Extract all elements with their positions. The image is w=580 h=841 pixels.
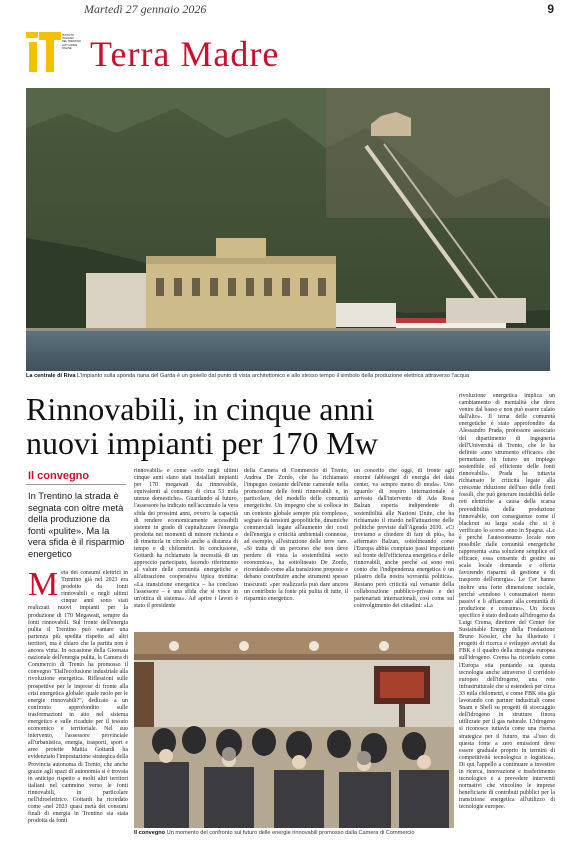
article-column-4: un concetto che oggi, di fronte agli enormi fabbisogni di energia dei data center, va sempre meno di moda». Uno sguardo di respiro internazionale è arrivato dall'intervento di Ada Rosa Balzan esperta indipendente di sostenibilità alle Nazioni Unite, che ha richiamato il ritardo nell'attuazione delle politiche previste dall'Agenda 2030. «Ci troviamo a chiedere di fare di più», ha affermato Balzan, sottolineando come l'Europa abbia compiuto passi importanti sul fronte dell'efficienza energetica e delle rinnovabili, anche perché «si sono resi conto che l'indipendenza energetica è un pilastro della nostra sovranità politica». Restano però criticità sul versante della collaborazione pubblico-privato e dei partenariati internazionali, così come sul coinvolgimento dei cittadini: «La <box>354 468 454 609</box>
caption-label: La centrale di Riva <box>26 373 76 379</box>
caption-label: Il convegno <box>134 830 166 836</box>
kicker-divider <box>26 484 126 485</box>
article-column-3: della Camera di Commercio di Trento, Andrea De Zordo, che ha richiamato l'impegno costante dell'ente camerale nella promozione delle fonti rinnovabili e, in particolare, del modello delle comunità energetiche. Un impegno che si colloca in un contesto globale sempre più complesso, segnato da tensioni geopolitiche, dinamiche commerciali legate all'aumento dei costi dell'energia e criticità ambientali connesse, ad esempio, all'estrazione delle terre rare. «Si tratta di un percorso che non deve perdere di vista la sostenibilità socio economica», ha sottolineato De Zordo, ricordando come alla transizione proposte e debano contribuire anche strumenti spesso trascurati: «per realizzarla può dare ancora un contributo la fonte più pulita di tutte, il risparmio energetico. <box>244 468 348 602</box>
page-number: 9 <box>547 2 554 16</box>
article-kicker: Il convegno <box>28 470 90 482</box>
hydroelectric-plant-photo <box>26 88 550 371</box>
article-headline: Rinnovabili, in cinque anni nuovi impianti per 170 Mw <box>26 391 378 461</box>
article-column-2: rinnovabili» e come «solo negli ultimi cinque anni siano stati installati impianti per 170 megawatt da rinnovabile, equivalenti al consumo di circa 53 mila utenze domestiche». Guardando al futuro, l'assessore ha indicato nell'accumulo la vera sfida dei prossimi anni, ovvero la capacità di rendere economicamente accessibili sistemi in grado di capitalizzare l'energia prodotta nei momenti di minore richiesta e di rimetterla in circolo anche a distanza di tempo e di chilometri. In conclusione, Gottardi ha richiamato la necessità di un approccio partecipato, facendo riferimento al valore delle comunità energetiche e all'attuazione cooperativa tipica trentina: «La transizione energetica – ha concluso l'assessore – è una sfida che si vince in un'ottica di sistema». Ad aprire i lavori è stato il presidente <box>134 468 238 609</box>
caption-text: Un momento del confronto sul futuro delle energie rinnovabili promosso dalla Camera di Commercio <box>166 830 415 836</box>
main-photo-caption <box>26 373 550 379</box>
article-column-1 <box>28 570 128 832</box>
issue-date: Martedì 27 gennaio 2026 <box>84 2 207 16</box>
article-column-5: rivoluzione energetica implica un cambiamento di mentalità che deve venire dal basso e non può essere calato dall'alto». Il tema delle comunità energetiche è stato approfondito da Alessandro Prada, professore associato del dipartimento di ingegneria dell'Università di Trento, che le ha definite «uno strumento efficace» che permettano in futuro un impiego sostenibile ed efficiente delle fonti rinnovabili». Prada ha tuttavia richiamato le criticità legate alla crescente riduzione dell'uso delle fonti fossili, che può generare instabilità delle reti elettriche a causa della scarsa prevedibilità della produzione rinnovabile, con conseguenze come il blackout su larga scala che si è verificato lo scorso anno in Spagna. «Le è perché l'autoconsumo locale non possibile: dalle comunità energetiche rappresenta «una soluzione semplice ed efficace, essa consente di gestire su scala locale domanda e offerta favorendo risparmi di gestione e di trasporto dell'energia». Le Cer hanno inoltre una forte dimensione sociale, perché «rendono i consumatori meno passivi e li affiancano alla comunità di produzione e consumo». Un focus specifico è stato dedicato all'idrogeno da Luigi Crema, direttore del Center for Sustainable Energy della Fondazione Bruno Kessler, che ha illustrato i progetti di ricerca e sviluppo avviati da FBK e il quadro della strategia europea sull'idrogeno. Crema ha ricordato come l'Europa stia puntando su questa tecnologia anche attraverso il corridoio europeo dell'idrogeno, una rete infrastrutturale che si estenderà per circa 33 mila chilometri, e come FBK stia già lavorando con partner industriali come Snam e Shell su progetti di stoccaggio dell'idrogeno in strutture finora utilizzate per il gas naturale. L'idrogeno si riconosce tuttavia come una risorsa strategica per il futuro, ma «l'uso di questa fonte a zero emissioni deve essere graduale proprio in termini di competitività tecnologica e logistica». Di qui l'appello a continuare a investire in ricerca, innovazione e trasferimento tecnologico e a prevedere interventi normativi che vincolino le imprese beneficiarie di contributi pubblici per la transizione energetica all'utilizzo di tecnologie europee. <box>459 393 555 811</box>
article-deck: In Trentino la strada è segnata con oltre metà della produzione da fonti «pulite». Ma la vera sfida è il risparmio energetico <box>28 490 125 559</box>
logo-tagline: ISTITUTO ITALIANO DEL TRENTINO ALTO ADIGE ONLINE <box>62 34 81 50</box>
drop-cap: M <box>28 570 59 603</box>
conference-photo-caption <box>134 830 454 836</box>
conference-photo <box>134 632 454 828</box>
caption-text: L'impianto sulla sponda riana del Garda è un gioiello dal punto di vista architettonico e allo stesso tempo il simbolo della produzione elettrica attraverso l'acqua <box>77 373 470 379</box>
column-text: età dei consumi elettrici in Trentino già nel 2023 era prodotto da fonti rinnovabili e negli ultimi cinque anni sono stati realizzati nuovi impianti per la produzione di 170 Megawatt, sempre da fonti rinnovabili. Sul fronte dell'energia pulita il Trentino può vantare una partenza più spedita rispetto ad altri territori, ma è chiaro che la partita non è ancora vinta. In occasione della Giornata nazionale dell'energia pulita, la Camera di Commercio di Trento ha promosso il convegno "Dall'ecofusione industriale alla rivoluzione energetica. Riflessioni sulle prospettive per le imprese di fronte alla crisi energetica globale: quale ruolo per le energie rinnovabili?", dedicato a un confronto approfondito sulle trasformazioni in atto nel sistema energetico e sulle ricadute per il tessuto economico e territoriale. Nel suo intervento, l'assessore provinciale all'urbanistica, energia, trasporti, sport e aree protette Mattia Gottardi ha evidenziato l'impostazione strategica della Provincia autonoma di Trento, che anche grazie agli spazi di autonomia si è trovata in anticipo rispetto a molti altri territori italiani nel cammino verso le fonti rinnovabili, in particolare nell'idroelettrico. Gottardi ha ricordato come «nel 2023 quasi metà dei consumi finali di energia in Trentino sia stata prodotta da fonti <box>28 570 128 825</box>
section-title: Terra Madre <box>90 34 280 74</box>
